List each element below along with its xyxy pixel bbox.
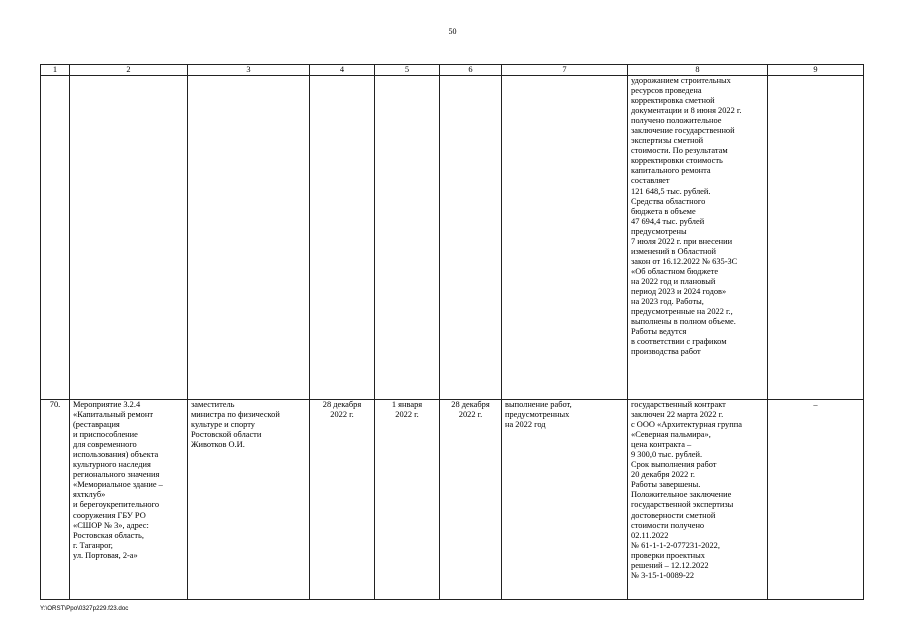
continuation-row: [41, 76, 864, 400]
cont-cell-5: [375, 76, 440, 400]
header-cell-9: 9: [768, 65, 864, 76]
header-cell-7: 7: [502, 65, 628, 76]
header-cell-2: 2: [70, 65, 188, 76]
start-date: 1 января 2022 г.: [375, 400, 440, 600]
header-cell-8: 8: [628, 65, 768, 76]
cont-cell-9: [768, 76, 864, 400]
page-number: 50: [448, 27, 457, 36]
status-text: государственный контракт заключен 22 марта 2022 г. с ООО «Архитектурная группа «Северная пальмира», цена контракта – 9 300,0 тыс. рублей. Срок выполнения работ 20 декабря 2022 г. Работы завершены. Положительное заключение государственной экспертизы достоверности сметной стоимости получено 02.11.2022 № 61-1-1-2-077231-2022, проверки проектных решений – 12.12.2022 № 3-15-1-0089-22: [628, 400, 768, 600]
header-cell-1: 1: [41, 65, 70, 76]
row-number: 70.: [41, 400, 70, 600]
expected-result: выполнение работ, предусмотренных на 2022 год: [502, 400, 628, 600]
header-row: [41, 65, 864, 76]
header-cell-3: 3: [188, 65, 310, 76]
end-date: 28 декабря 2022 г.: [440, 400, 502, 600]
header-cell-5: 5: [375, 65, 440, 76]
responsible-person: заместитель министра по физической культуре и спорту Ростовской области Животков О.И.: [188, 400, 310, 600]
event-name: Мероприятие 3.2.4 «Капитальный ремонт (реставрация и приспособление для современного использования) объекта культурного наследия регионального значения «Мемориальное здание – яхтклуб» и берегоукрепительного сооружения ГБУ РО «СШОР № 3», адрес: Ростовская область, г. Таганрог, ул. Портовая, 2-а»: [70, 400, 188, 600]
table-row-70: [41, 400, 864, 600]
report-table: [40, 64, 864, 600]
header-cell-6: 6: [440, 65, 502, 76]
planned-date: 28 декабря 2022 г.: [310, 400, 375, 600]
header-cell-4: 4: [310, 65, 375, 76]
cont-cell-1: [41, 76, 70, 400]
cont-status-text: удорожанием строительных ресурсов проведена корректировка сметной документации и 8 июня 2022 г. получено положительное заключение государственной экспертизы сметной стоимости. По результатам корректировки стоимость капитального ремонта составляет 121 648,5 тыс. рублей. Средства областного бюджета в объеме 47 694,4 тыс. рублей предусмотрены 7 июля 2022 г. при внесении изменений в Областной закон от 16.12.2022 № 635-ЗС «Об областном бюджете на 2022 год и плановый период 2023 и 2024 годов» на 2023 год. Работы, предусмотренные на 2022 г., выполнены в полном объеме. Работы ведутся в соответствии с графиком производства работ: [628, 76, 768, 400]
cont-cell-2: [70, 76, 188, 400]
note-dash: –: [768, 400, 864, 600]
cont-cell-3: [188, 76, 310, 400]
cont-cell-4: [310, 76, 375, 400]
footer-file-path: Y:\ORST\Ppo\0327p229.f23.doc: [40, 605, 129, 612]
cont-cell-6: [440, 76, 502, 400]
cont-cell-7: [502, 76, 628, 400]
